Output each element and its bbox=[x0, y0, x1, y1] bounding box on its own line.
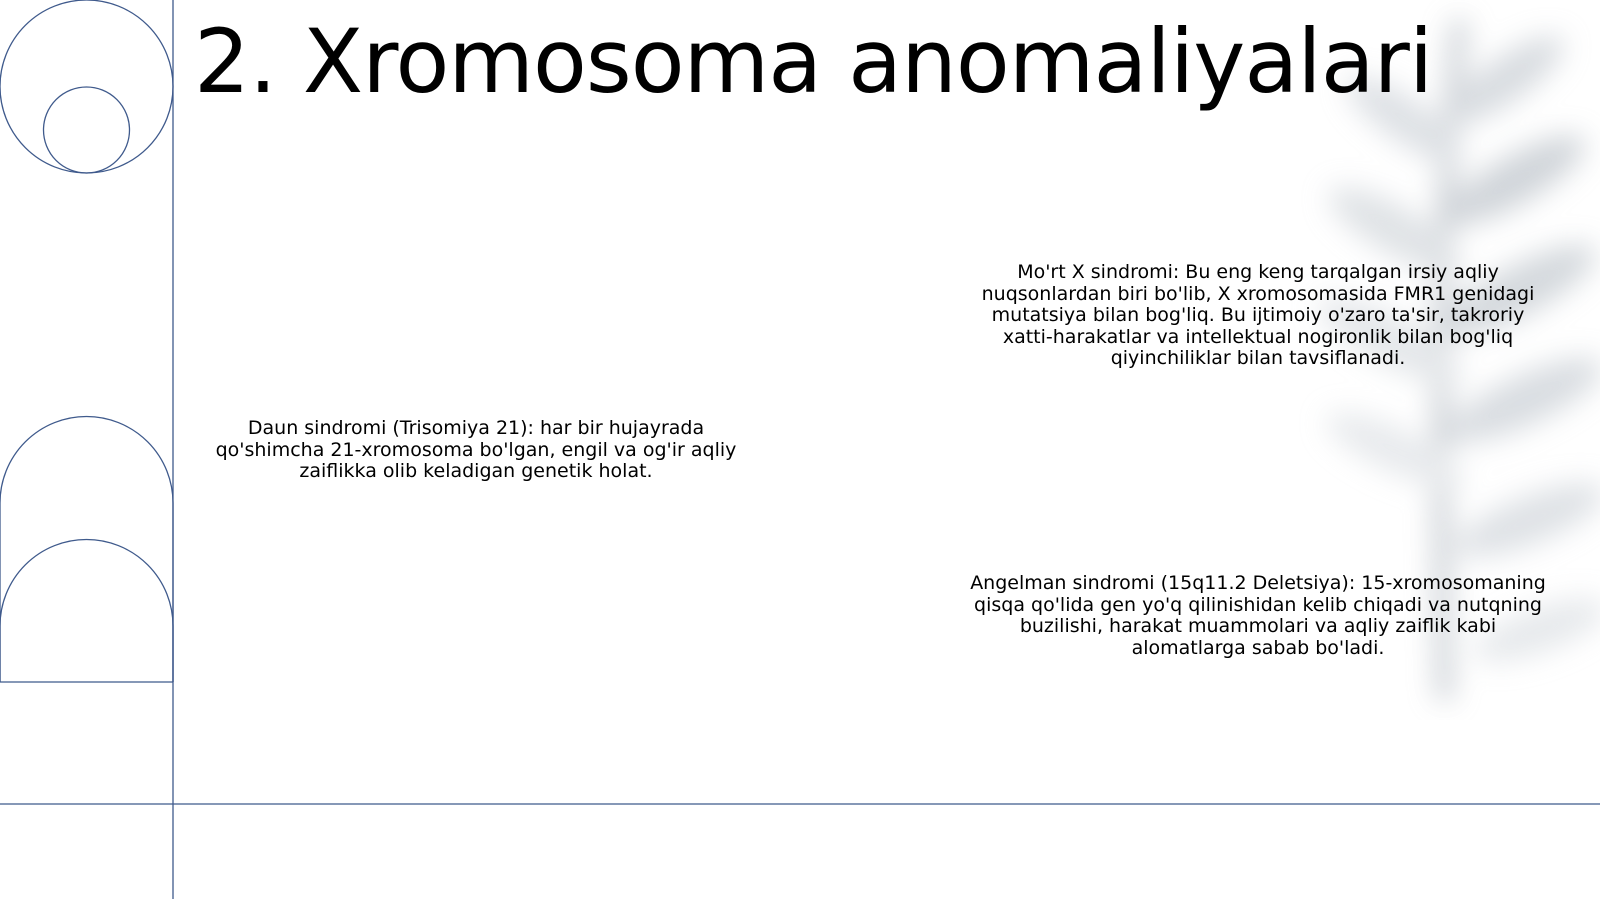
angelman-syndrome-text: Angelman sindromi (15q11.2 Deletsiya): 15-xromosomaning qisqa qo'lida gen yo'q qilinishidan kelib chiqadi va nutqning buzilishi, harakat muammolari va aqliy zaiflik kabi alomatlarga sabab bo'ladi. bbox=[970, 572, 1546, 659]
upper-arch bbox=[0, 416, 173, 682]
slide-title: 2. Xromosoma anomaliyalari bbox=[194, 10, 1433, 113]
small-circle bbox=[44, 87, 130, 173]
down-syndrome-text: Daun sindromi (Trisomiya 21): har bir hujayrada qo'shimcha 21-xromosoma bo'lgan, engil va og'ir aqliy zaiflikka olib keladigan genetik holat. bbox=[215, 417, 737, 482]
lower-arch bbox=[0, 540, 173, 683]
fragile-x-syndrome-text: Mo'rt X sindromi: Bu eng keng tarqalgan irsiy aqliy nuqsonlardan biri bo'lib, X xromosomasida FMR1 genidagi mutatsiya bilan bog'liq. Bu ijtimoiy o'zaro ta'sir, takroriy xatti-harakatlar va intellektual nogironlik bilan bog'liq qiyinchiliklar bilan tavsiflanadi. bbox=[981, 261, 1535, 369]
